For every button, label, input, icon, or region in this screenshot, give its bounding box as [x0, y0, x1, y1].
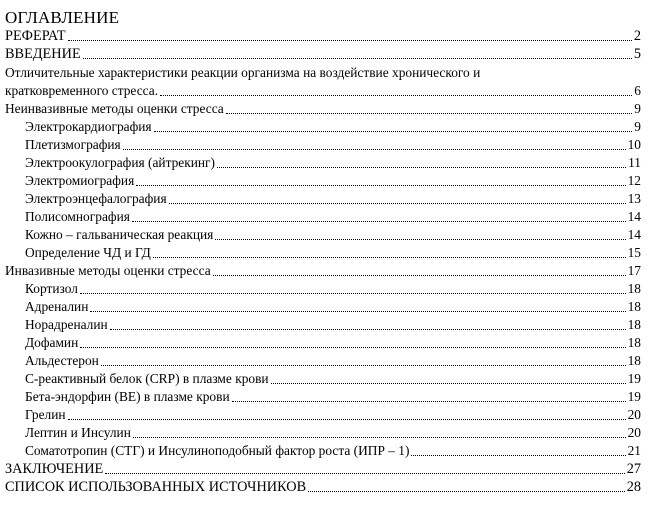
toc-subentry[interactable]: [5, 424, 641, 442]
dot-leader: [101, 365, 626, 366]
toc-subentry-label: Электроэнцефалография: [25, 191, 167, 206]
toc-subentry-page: 18: [627, 299, 641, 314]
dot-leader: [217, 167, 626, 168]
toc-subentry-label: Кортизол: [25, 281, 78, 296]
toc-subentry-page: 13: [627, 191, 641, 206]
dot-leader: [90, 311, 625, 312]
dot-leader: [83, 58, 632, 59]
toc-entry-page: 2: [633, 28, 641, 44]
dot-leader: [80, 347, 625, 348]
toc-subentry-page: 18: [627, 317, 641, 332]
toc-subentry-page: 21: [627, 443, 641, 458]
toc-entry-intro[interactable]: [5, 45, 641, 63]
toc-subentry[interactable]: [5, 298, 641, 316]
toc-entry-label-line2: кратковременного стресса.: [5, 83, 159, 98]
toc-subentry-page: 20: [627, 425, 641, 440]
toc-subentry[interactable]: [5, 208, 641, 226]
dot-leader: [232, 401, 626, 402]
toc-subentry[interactable]: [5, 226, 641, 244]
toc-subentry-label: Плетизмография: [25, 137, 121, 152]
toc-entry-page: 17: [627, 263, 641, 278]
toc-entry-label: ЗАКЛЮЧЕНИЕ: [5, 461, 104, 477]
dot-leader: [169, 203, 626, 204]
toc-subentry-page: 20: [627, 407, 641, 422]
toc-entry-references[interactable]: [5, 478, 641, 496]
toc-subentry-page: 18: [627, 353, 641, 368]
toc-subentry[interactable]: [5, 190, 641, 208]
toc-entry-invasive-methods[interactable]: [5, 262, 641, 280]
toc-entry-page: 6: [634, 83, 641, 98]
dot-leader: [132, 221, 626, 222]
toc-entry-page: 9: [634, 101, 641, 116]
toc-subentry[interactable]: [5, 118, 641, 136]
dot-leader: [110, 329, 626, 330]
dot-leader: [215, 239, 625, 240]
toc-subentry-page: 18: [627, 281, 641, 296]
toc-subentry-page: 14: [627, 209, 641, 224]
dot-leader: [411, 455, 625, 456]
toc-subentry-label: Норадреналин: [25, 317, 108, 332]
table-of-contents: [5, 8, 641, 496]
toc-entry-label: Неинвазивные методы оценки стресса: [5, 101, 224, 116]
toc-subentry[interactable]: [5, 154, 641, 172]
toc-subentry[interactable]: [5, 442, 641, 460]
dot-leader: [133, 437, 626, 438]
toc-subentry-page: 15: [627, 245, 641, 260]
dot-leader: [68, 40, 632, 41]
toc-subentry-label: Кожно – гальваническая реакция: [25, 227, 214, 242]
toc-entry-label: Инвазивные методы оценки стресса: [5, 263, 211, 278]
toc-subentry[interactable]: [5, 280, 641, 298]
toc-subentry-label: С-реактивный белок (CRP) в плазме крови: [25, 371, 269, 386]
toc-entry-label-line1: Отличительные характеристики реакции организма на воздействие хронического и: [5, 65, 481, 80]
toc-entry-abstract[interactable]: [5, 27, 641, 45]
toc-subentry-page: 14: [627, 227, 641, 242]
toc-subentry[interactable]: [5, 370, 641, 388]
toc-subentry[interactable]: [5, 136, 641, 154]
toc-entry-label: ВВЕДЕНИЕ: [5, 46, 81, 62]
toc-subentry[interactable]: [5, 334, 641, 352]
dot-leader: [68, 419, 626, 420]
dot-leader: [271, 383, 626, 384]
toc-subentry-page: 18: [627, 335, 641, 350]
toc-list: [5, 27, 641, 496]
toc-entry-page: 28: [626, 479, 641, 495]
toc-entry-page: 27: [626, 461, 641, 477]
toc-subentry-label: Полисомнография: [25, 209, 130, 224]
dot-leader: [154, 131, 633, 132]
toc-subentry-label: Грелин: [25, 407, 66, 422]
toc-subentry-label: Адреналин: [25, 299, 89, 314]
toc-subentry-label: Определение ЧД и ГД: [25, 245, 151, 260]
toc-subentry-label: Соматотропин (СТГ) и Инсулиноподобный фактор роста (ИПР – 1): [25, 443, 410, 458]
toc-subentry-page: 19: [627, 389, 641, 404]
toc-entry-distinctive-characteristics[interactable]: [5, 63, 641, 100]
toc-subentry-label: Дофамин: [25, 335, 79, 350]
toc-entry-line2: [5, 82, 641, 100]
dot-leader: [308, 491, 625, 492]
toc-subentry-page: 19: [627, 371, 641, 386]
toc-subentry-page: 10: [627, 137, 641, 152]
toc-subentry-label: Бета-эндорфин (BE) в плазме крови: [25, 389, 230, 404]
toc-subentry-label: Лептин и Инсулин: [25, 425, 131, 440]
dot-leader: [213, 275, 626, 276]
toc-subentry-label: Альдестерон: [25, 353, 99, 368]
toc-subentry[interactable]: [5, 352, 641, 370]
dot-leader: [160, 95, 632, 96]
toc-entry-label: РЕФЕРАТ: [5, 28, 66, 44]
toc-subentry-page: 9: [634, 119, 641, 134]
toc-subentry-page: 11: [628, 155, 641, 170]
toc-subentry[interactable]: [5, 316, 641, 334]
toc-entry-noninvasive-methods[interactable]: [5, 100, 641, 118]
dot-leader: [136, 185, 625, 186]
toc-title: ОГЛАВЛЕНИЕ: [5, 8, 120, 27]
dot-leader: [105, 473, 624, 474]
toc-entry-label: СПИСОК ИСПОЛЬЗОВАННЫХ ИСТОЧНИКОВ: [5, 479, 307, 495]
toc-subentry[interactable]: [5, 388, 641, 406]
toc-subentry-label: Электрокардиография: [25, 119, 152, 134]
toc-entry-page: 5: [633, 46, 641, 62]
dot-leader: [226, 113, 633, 114]
toc-subentry-label: Электроокулография (айтрекинг): [25, 155, 216, 170]
toc-subentry-label: Электромиография: [25, 173, 135, 188]
toc-subentry[interactable]: [5, 406, 641, 424]
toc-subentry[interactable]: [5, 244, 641, 262]
dot-leader: [153, 257, 626, 258]
toc-entry-conclusion[interactable]: [5, 460, 641, 478]
dot-leader: [80, 293, 626, 294]
toc-subentry-page: 12: [627, 173, 641, 188]
toc-subentry[interactable]: [5, 172, 641, 190]
dot-leader: [123, 149, 626, 150]
